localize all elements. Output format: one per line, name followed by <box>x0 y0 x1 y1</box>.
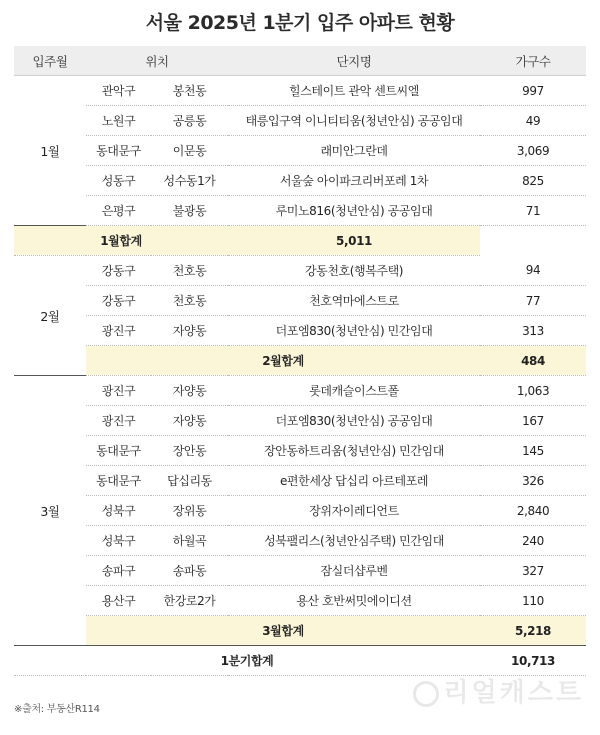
count-cell: 326 <box>480 466 586 496</box>
dong-cell: 한강로2가 <box>151 586 228 616</box>
complex-cell: 장위자이레디언트 <box>228 496 480 526</box>
table-row <box>14 526 586 556</box>
table-row <box>14 406 586 436</box>
gu-cell: 광진구 <box>86 376 151 406</box>
watermark-logo <box>413 672 584 709</box>
count-cell: 110 <box>480 586 586 616</box>
subtotal-label: 1월합계 <box>14 226 228 256</box>
table-row <box>14 496 586 526</box>
gu-cell: 동대문구 <box>86 466 151 496</box>
count-cell: 313 <box>480 316 586 346</box>
gu-cell: 성북구 <box>86 496 151 526</box>
subtotal-value: 484 <box>480 346 586 376</box>
subtotal-value: 5,218 <box>480 616 586 646</box>
dong-cell: 답십리동 <box>151 466 228 496</box>
count-cell: 94 <box>480 256 586 286</box>
table-row <box>14 556 586 586</box>
header-location: 위치 <box>86 46 228 76</box>
complex-cell: 서울숲 아이파크리버포레 1차 <box>228 166 480 196</box>
complex-cell: 루미노816(청년안심) 공공임대 <box>228 196 480 226</box>
gu-cell: 동대문구 <box>86 436 151 466</box>
gu-cell: 용산구 <box>86 586 151 616</box>
source-note: ※출처: 부동산R114 <box>14 704 100 715</box>
month-label: 3월 <box>14 376 86 646</box>
subtotal-value: 5,011 <box>228 226 480 256</box>
table-row <box>14 376 586 406</box>
subtotal-label: 2월합계 <box>86 346 480 376</box>
complex-cell: e편한세상 답십리 아르테포레 <box>228 466 480 496</box>
gu-cell: 광진구 <box>86 406 151 436</box>
gu-cell: 노원구 <box>86 106 151 136</box>
dong-cell: 장안동 <box>151 436 228 466</box>
table-row <box>14 136 586 166</box>
count-cell: 997 <box>480 76 586 106</box>
complex-cell: 롯데캐슬이스트폴 <box>228 376 480 406</box>
table-row <box>14 466 586 496</box>
count-cell: 49 <box>480 106 586 136</box>
dong-cell: 불광동 <box>151 196 228 226</box>
table-row <box>14 316 586 346</box>
dong-cell: 자양동 <box>151 406 228 436</box>
gu-cell: 은평구 <box>86 196 151 226</box>
month-label: 1월 <box>14 76 86 226</box>
dong-cell: 천호동 <box>151 256 228 286</box>
dong-cell: 자양동 <box>151 316 228 346</box>
table-row <box>14 76 586 106</box>
gu-cell: 광진구 <box>86 316 151 346</box>
count-cell: 2,840 <box>480 496 586 526</box>
move-in-table <box>14 46 586 676</box>
subtotal-row-mar <box>14 616 586 646</box>
table-row <box>14 586 586 616</box>
table-row <box>14 256 586 286</box>
count-cell: 1,063 <box>480 376 586 406</box>
dong-cell: 성수동1가 <box>151 166 228 196</box>
gu-cell: 송파구 <box>86 556 151 586</box>
subtotal-row-jan <box>14 226 586 256</box>
subtotal-row-feb <box>14 346 586 376</box>
complex-cell: 강동천호(행복주택) <box>228 256 480 286</box>
dong-cell: 봉천동 <box>151 76 228 106</box>
table-row <box>14 106 586 136</box>
count-cell: 825 <box>480 166 586 196</box>
subtotal-label: 3월합계 <box>86 616 480 646</box>
count-cell: 77 <box>480 286 586 316</box>
gu-cell: 강동구 <box>86 256 151 286</box>
table-row <box>14 286 586 316</box>
grand-total-label: 1분기합계 <box>14 646 480 676</box>
dong-cell: 자양동 <box>151 376 228 406</box>
grand-total-value: 10,713 <box>480 646 586 676</box>
dong-cell: 하월곡 <box>151 526 228 556</box>
page-title: 서울 2025년 1분기 입주 아파트 현황 <box>145 12 455 34</box>
dong-cell: 천호동 <box>151 286 228 316</box>
table-row <box>14 436 586 466</box>
dong-cell: 장위동 <box>151 496 228 526</box>
count-cell: 327 <box>480 556 586 586</box>
complex-cell: 태릉입구역 이니티티움(청년안심) 공공임대 <box>228 106 480 136</box>
header-month: 입주월 <box>14 46 86 76</box>
dong-cell: 이문동 <box>151 136 228 166</box>
dong-cell: 송파동 <box>151 556 228 586</box>
watermark-circle-icon <box>413 681 439 707</box>
complex-cell: 래미안그란데 <box>228 136 480 166</box>
dong-cell: 공릉동 <box>151 106 228 136</box>
watermark-text: 리얼캐스트 <box>443 678 584 708</box>
count-cell: 145 <box>480 436 586 466</box>
complex-cell: 힐스테이트 관악 센트씨엘 <box>228 76 480 106</box>
complex-cell: 더포엠830(청년안심) 공공임대 <box>228 406 480 436</box>
grand-total-row <box>14 646 586 676</box>
table-body <box>14 76 586 676</box>
gu-cell: 관악구 <box>86 76 151 106</box>
gu-cell: 강동구 <box>86 286 151 316</box>
complex-cell: 더포엠830(청년안심) 민간임대 <box>228 316 480 346</box>
gu-cell: 성북구 <box>86 526 151 556</box>
table-row <box>14 196 586 226</box>
table-header-row <box>14 46 586 76</box>
header-complex: 단지명 <box>228 46 480 76</box>
count-cell: 3,069 <box>480 136 586 166</box>
table-row <box>14 166 586 196</box>
complex-cell: 천호역마에스트로 <box>228 286 480 316</box>
complex-cell: 장안동하트리움(청년안심) 민간임대 <box>228 436 480 466</box>
month-label: 2월 <box>14 256 86 376</box>
count-cell: 240 <box>480 526 586 556</box>
gu-cell: 동대문구 <box>86 136 151 166</box>
count-cell: 71 <box>480 196 586 226</box>
header-households: 가구수 <box>480 46 586 76</box>
gu-cell: 성동구 <box>86 166 151 196</box>
count-cell: 167 <box>480 406 586 436</box>
complex-cell: 용산 호반써밋에이디션 <box>228 586 480 616</box>
complex-cell: 잠실더샵루벤 <box>228 556 480 586</box>
complex-cell: 성북팰리스(청년안심주택) 민간임대 <box>228 526 480 556</box>
